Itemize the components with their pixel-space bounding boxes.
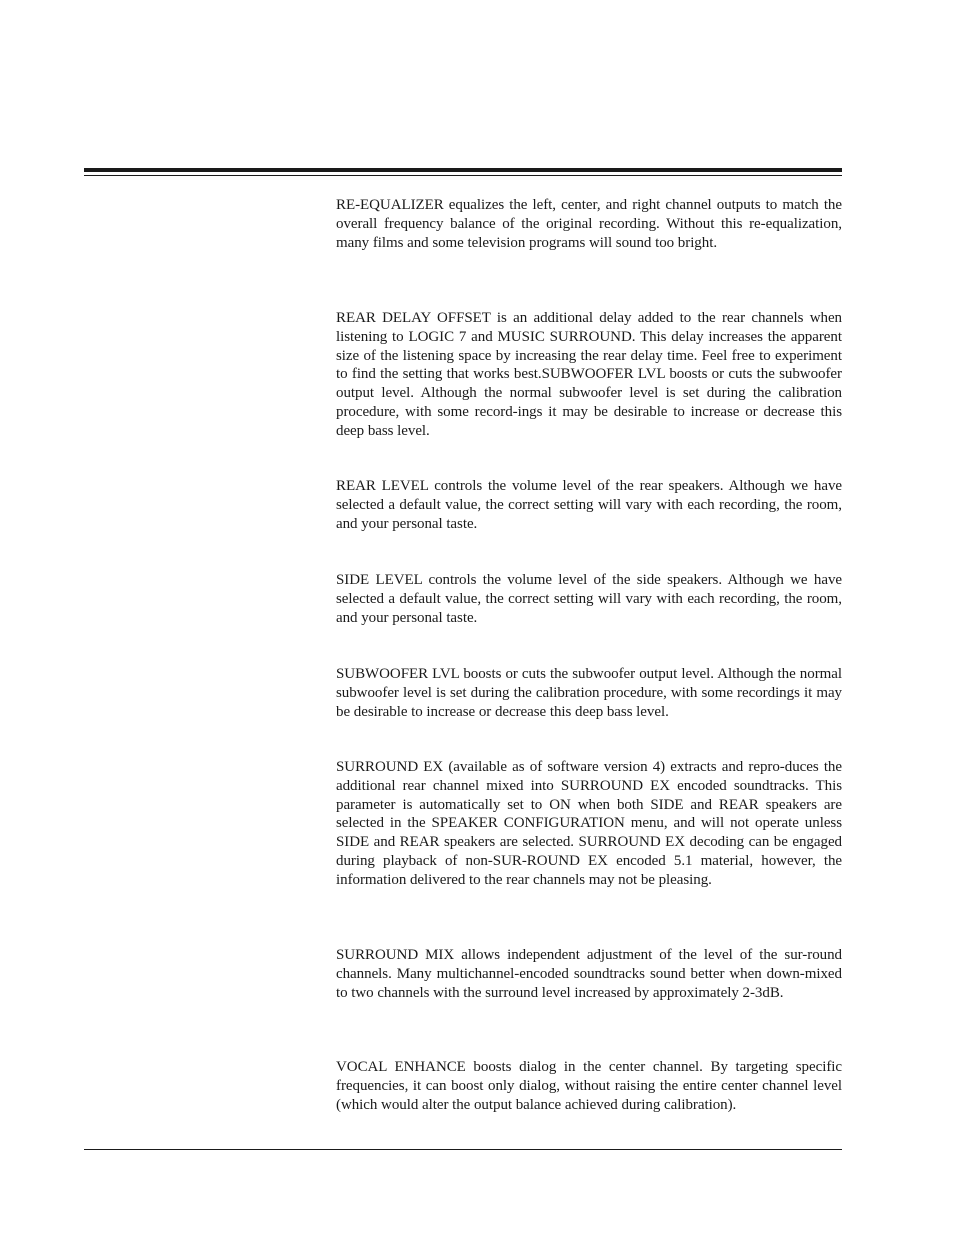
header-rule-thin xyxy=(84,175,842,176)
paragraph-subwoofer-lvl: SUBWOOFER LVL boosts or cuts the subwoofer output level. Although the normal subwoofer level is set during the calibration procedure, with some recordings it may be desirable to increase or decrease this deep bass level. xyxy=(336,666,842,720)
header-rule-thick xyxy=(84,168,842,172)
footer-rule xyxy=(84,1149,842,1150)
paragraph-surround-ex: SURROUND EX (available as of software version 4) extracts and repro-duces the additional rear channel mixed into SURROUND EX encoded soundtracks. This parameter is automatically set to ON when both SIDE and REAR speakers are selected in the SPEAKER CONFIGURATION menu, and will not operate unless SIDE and REAR speakers are selected. SURROUND EX decoding can be engaged during playback of non-SUR-ROUND EX encoded 5.1 material, however, the information delivered to the rear channels may not be pleasing. xyxy=(336,759,842,888)
paragraph-vocal-enhance: VOCAL ENHANCE boosts dialog in the center channel. By targeting specific frequencies, it can boost only dialog, without raising the entire center channel level (which would alter the output balance achieved during calibration). xyxy=(336,1059,842,1113)
paragraph-side-level: SIDE LEVEL controls the volume level of the side speakers. Although we have selected a default value, the correct setting will vary with each recording, the room, and your personal taste. xyxy=(336,572,842,626)
paragraph-surround-mix: SURROUND MIX allows independent adjustment of the level of the sur-round channels. Many multichannel-encoded soundtracks sound better when down-mixed to two channels with the surround level increased by approximately 2-3dB. xyxy=(336,947,842,1001)
paragraph-rear-level: REAR LEVEL controls the volume level of the rear speakers. Although we have selected a default value, the correct setting will vary with each recording, the room, and your personal taste. xyxy=(336,478,842,532)
paragraph-rear-delay-offset: REAR DELAY OFFSET is an additional delay added to the rear channels when listening to LOGIC 7 and MUSIC SURROUND. This delay increases the apparent size of the listening space by increasing the rear delay time. Feel free to experiment to find the setting that works best.SUBWOOFER LVL boosts or cuts the subwoofer output level. Although the normal subwoofer level is set during the calibration procedure, with some record-ings it may be desirable to increase or decrease this deep bass level. xyxy=(336,310,842,439)
paragraph-re-equalizer: RE-EQUALIZER equalizes the left, center, and right channel outputs to match the overall frequency balance of the original recording. Without this re-equalization, many films and some television programs will sound too bright. xyxy=(336,197,842,251)
